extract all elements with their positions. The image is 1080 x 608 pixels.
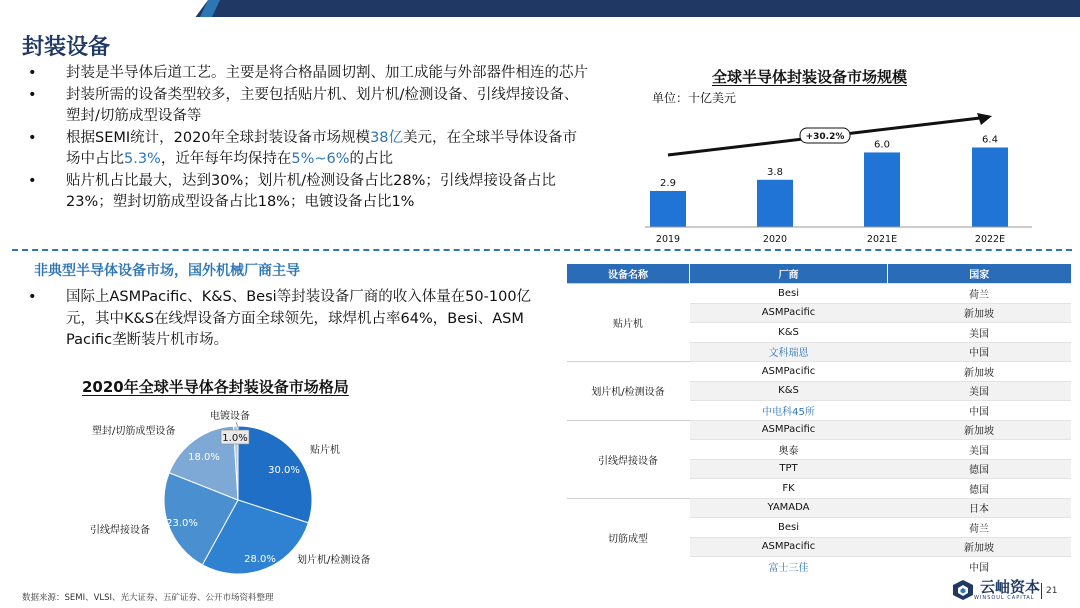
vendor-cell: YAMADA bbox=[690, 498, 888, 518]
table-row bbox=[567, 498, 1071, 518]
country-cell: 中国 bbox=[888, 557, 1071, 576]
country-cell: 中国 bbox=[888, 401, 1071, 421]
country-cell: 新加坡 bbox=[888, 537, 1071, 557]
equipment-category: 划片机/检测设备 bbox=[567, 362, 690, 421]
country-cell: 新加坡 bbox=[888, 420, 1071, 440]
highlighted-figure: 38亿 bbox=[370, 129, 404, 146]
logo-mark-icon bbox=[952, 579, 974, 601]
vendor-cell: 中电科45所 bbox=[690, 401, 888, 421]
equipment-category: 贴片机 bbox=[567, 284, 690, 362]
growth-arrow-head bbox=[977, 113, 992, 125]
vendor-cell: Besi bbox=[690, 284, 888, 304]
vendor-cell: 文科瑞恩 bbox=[690, 342, 888, 362]
bar bbox=[650, 191, 686, 227]
vendor-cell: 奥泰 bbox=[690, 440, 888, 460]
x-tick-label: 2020 bbox=[762, 234, 788, 245]
bullet-text: ，近年每年均保持在 bbox=[160, 151, 292, 167]
country-cell: 美国 bbox=[888, 323, 1071, 343]
page-title: 封装设备 bbox=[22, 35, 111, 60]
pie-value-label: 28.0% bbox=[244, 554, 276, 565]
header-equipment: 设备名称 bbox=[567, 264, 690, 284]
bar-value-label: 2.9 bbox=[660, 177, 676, 189]
pie-category-label: 贴片机 bbox=[310, 445, 340, 456]
vendor-cell: ASMPacific bbox=[690, 303, 888, 323]
bar-chart-title: 全球半导体封装设备市场规模 bbox=[712, 68, 908, 86]
equipment-category: 切筋成型 bbox=[567, 498, 690, 576]
vendor-cell: K&S bbox=[690, 323, 888, 343]
intro-bullet bbox=[28, 171, 588, 214]
intro-bullet-list bbox=[28, 63, 588, 214]
bullet-text: 封装所需的设备类型较多，主要包括贴片机、划片机/检测设备、引线焊接设备、塑封/切筋成型设备等 bbox=[66, 86, 579, 124]
pie-category-label: 引线焊接设备 bbox=[90, 525, 150, 536]
logo-name: 云岫资本 bbox=[980, 577, 1041, 596]
vendor-bullet-list bbox=[28, 287, 548, 352]
top-banner-cutout bbox=[0, 0, 208, 17]
bullet-text: 根据SEMI统计，2020年全球封装设备市场规模 bbox=[66, 129, 371, 146]
bullet-text: 贴片机占比最大，达到30%；划片机/检测设备占比28%；引线焊接设备占比23%；塑封切筋成型设备占比18%；电镀设备占比1% bbox=[66, 172, 556, 210]
vendor-cell: TPT bbox=[690, 459, 888, 479]
country-cell: 荷兰 bbox=[888, 284, 1071, 304]
highlighted-figure: 5.3% bbox=[124, 151, 161, 167]
country-cell: 新加坡 bbox=[888, 303, 1071, 323]
country-cell: 日本 bbox=[888, 498, 1071, 518]
header-vendor: 厂商 bbox=[690, 264, 888, 284]
table-row bbox=[567, 420, 1071, 440]
page-number-separator bbox=[1041, 583, 1042, 599]
pie-category-label: 划片机/检测设备 bbox=[297, 555, 371, 566]
header-country: 国家 bbox=[888, 264, 1071, 284]
country-cell: 新加坡 bbox=[888, 362, 1071, 382]
vendor-table bbox=[566, 264, 1071, 576]
pie-chart bbox=[60, 400, 400, 590]
pie-category-label: 电镀设备 bbox=[210, 411, 250, 422]
vendor-cell: ASMPacific bbox=[690, 420, 888, 440]
pie-category-label: 塑封/切筋成型设备 bbox=[92, 426, 176, 437]
vendor-table-header bbox=[567, 264, 1071, 284]
table-row bbox=[567, 284, 1071, 304]
vendor-bullet: • 国际上ASMPacific、K&S、Besi等封装设备厂商的收入体量在50-100亿元，其中K&S在线焊设备方面全球领先，球焊机占率64%，Besi、ASM Pacific垄断装片机市场。 bbox=[28, 287, 548, 352]
pie-value-label: 1.0% bbox=[222, 433, 248, 444]
intro-bullet bbox=[28, 128, 588, 171]
bullet-text: 封装是半导体后道工艺。主要是将合格晶圆切割、加工成能与外部器件相连的芯片 bbox=[66, 65, 588, 81]
section-subtitle: 非典型半导体设备市场，国外机械厂商主导 bbox=[34, 263, 300, 279]
intro-bullet bbox=[28, 85, 588, 128]
x-tick-label: 2022E bbox=[974, 234, 1006, 245]
vendor-cell: 富士三佳 bbox=[690, 557, 888, 576]
table-row bbox=[567, 362, 1071, 382]
pie-value-label: 18.0% bbox=[188, 452, 220, 463]
pie-value-label: 30.0% bbox=[268, 465, 300, 476]
intro-bullet bbox=[28, 63, 588, 85]
bar-chart bbox=[640, 110, 1040, 248]
bar-chart-unit: 单位：十亿美元 bbox=[652, 91, 737, 105]
section-divider bbox=[12, 249, 1072, 251]
data-source-note: 数据来源：SEMI、VLSI、光大证券、五矿证券、公开市场资料整理 bbox=[22, 593, 274, 603]
bar bbox=[757, 180, 793, 227]
bar-value-label: 3.8 bbox=[767, 166, 783, 178]
page-number: 21 bbox=[1046, 586, 1058, 596]
bullet-text: 的占比 bbox=[349, 151, 393, 167]
pie-chart-title: 2020年全球半导体各封装设备市场格局 bbox=[82, 378, 349, 396]
pie-value-label: 23.0% bbox=[166, 518, 198, 529]
growth-annotation-label: +30.2% bbox=[805, 132, 845, 142]
bar-value-label: 6.4 bbox=[982, 134, 998, 146]
vendor-cell: Besi bbox=[690, 518, 888, 538]
bar bbox=[972, 147, 1008, 227]
country-cell: 荷兰 bbox=[888, 518, 1071, 538]
bar-value-label: 6.0 bbox=[874, 139, 890, 151]
x-tick-label: 2019 bbox=[655, 234, 681, 245]
equipment-category: 引线焊接设备 bbox=[567, 420, 690, 498]
country-cell: 美国 bbox=[888, 381, 1071, 401]
highlighted-figure: 5%~6% bbox=[291, 151, 350, 167]
logo-subtitle: WINSOUL CAPITAL bbox=[974, 594, 1035, 601]
bullet-text: 美元，在全球半导体设备市场中占比 bbox=[66, 129, 578, 167]
x-tick-label: 2021E bbox=[866, 234, 898, 245]
bar bbox=[864, 152, 900, 227]
vendor-cell: ASMPacific bbox=[690, 537, 888, 557]
country-cell: 德国 bbox=[888, 479, 1071, 499]
company-logo bbox=[952, 577, 1040, 603]
country-cell: 德国 bbox=[888, 459, 1071, 479]
vendor-cell: FK bbox=[690, 479, 888, 499]
country-cell: 中国 bbox=[888, 342, 1071, 362]
vendor-cell: ASMPacific bbox=[690, 362, 888, 382]
country-cell: 美国 bbox=[888, 440, 1071, 460]
vendor-cell: K&S bbox=[690, 381, 888, 401]
